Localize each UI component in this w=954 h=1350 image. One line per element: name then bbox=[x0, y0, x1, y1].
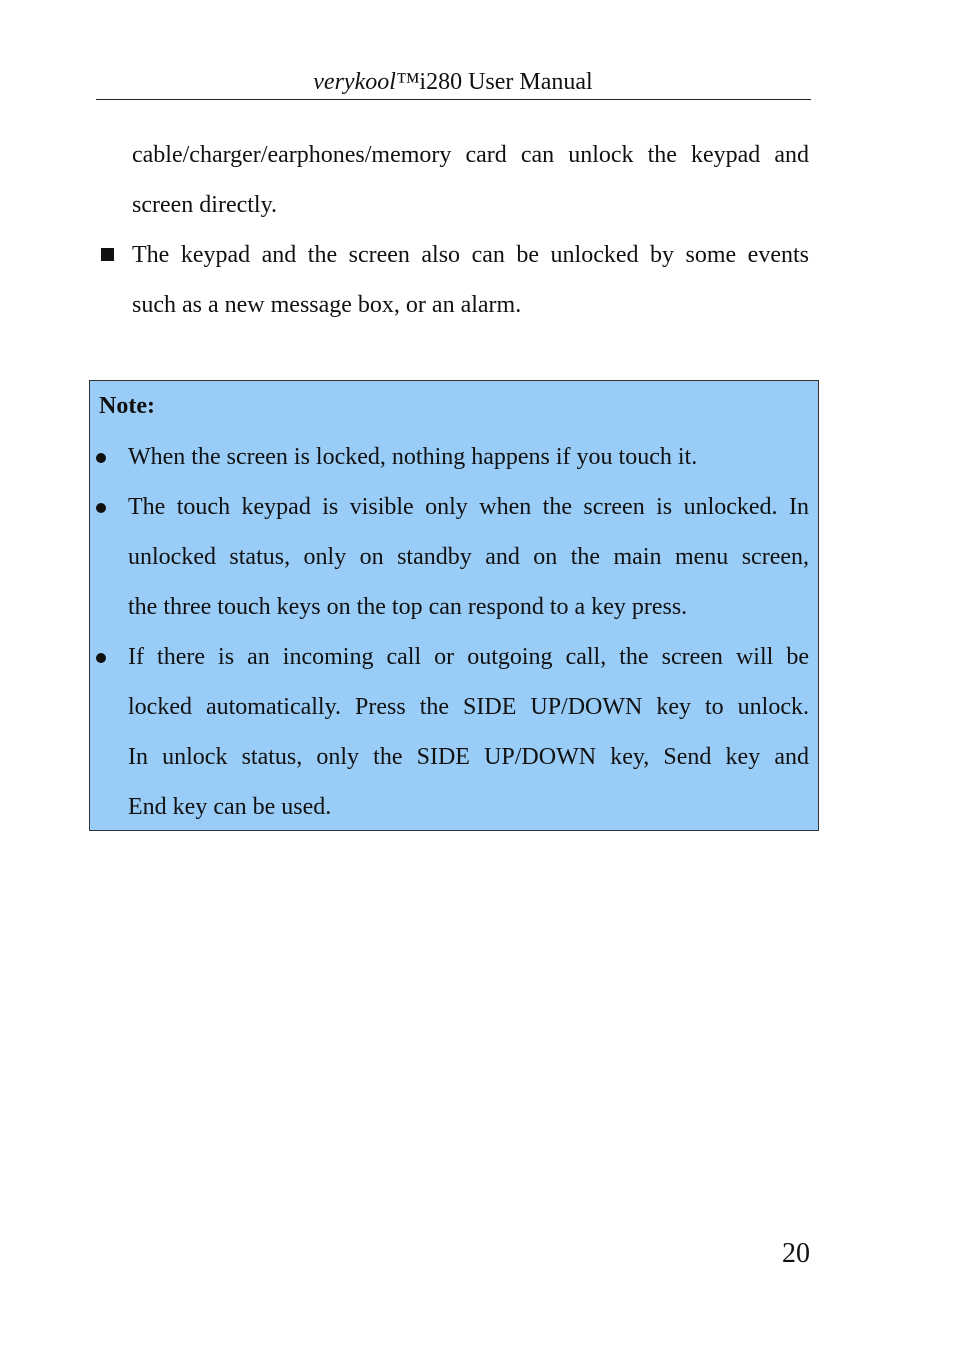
note-item bbox=[128, 482, 809, 632]
text-line: When the screen is locked, nothing happens if you touch it. bbox=[128, 444, 698, 470]
square-bullet-icon bbox=[101, 248, 114, 261]
bullet-icon bbox=[96, 503, 106, 513]
note-title: Note: bbox=[99, 393, 155, 419]
bullet-icon bbox=[96, 653, 106, 663]
text-line: The keypad and the screen also can be unlocked by some events bbox=[132, 242, 809, 268]
text-line: If there is an incoming call or outgoing call, the screen will be bbox=[128, 644, 809, 670]
note-item bbox=[128, 632, 809, 832]
text-line: screen directly. bbox=[132, 192, 278, 218]
text-line: such as a new message box, or an alarm. bbox=[132, 292, 522, 318]
text-line: unlocked status, only on standby and on the main menu screen, bbox=[128, 544, 809, 570]
header-divider bbox=[96, 99, 811, 100]
text-line: In unlock status, only the SIDE UP/DOWN key, Send key and bbox=[128, 744, 809, 770]
note-box bbox=[89, 380, 819, 831]
text-line: The touch keypad is visible only when the screen is unlocked. In bbox=[128, 494, 809, 520]
text-line: cable/charger/earphones/memory card can unlock the keypad and bbox=[132, 142, 809, 168]
brand-name: verykool™ bbox=[313, 69, 420, 95]
page-header bbox=[96, 66, 810, 98]
page-number: 20 bbox=[782, 1238, 810, 1269]
text-line: End key can be used. bbox=[128, 794, 332, 820]
intro-paragraph bbox=[132, 130, 809, 230]
bullet-icon bbox=[96, 453, 106, 463]
text-line: locked automatically. Press the SIDE UP/DOWN key to unlock. bbox=[128, 694, 809, 720]
text-line: the three touch keys on the top can respond to a key press. bbox=[128, 594, 688, 620]
manual-title: i280 User Manual bbox=[419, 69, 593, 95]
note-item bbox=[128, 432, 809, 482]
square-list-item bbox=[132, 230, 809, 330]
